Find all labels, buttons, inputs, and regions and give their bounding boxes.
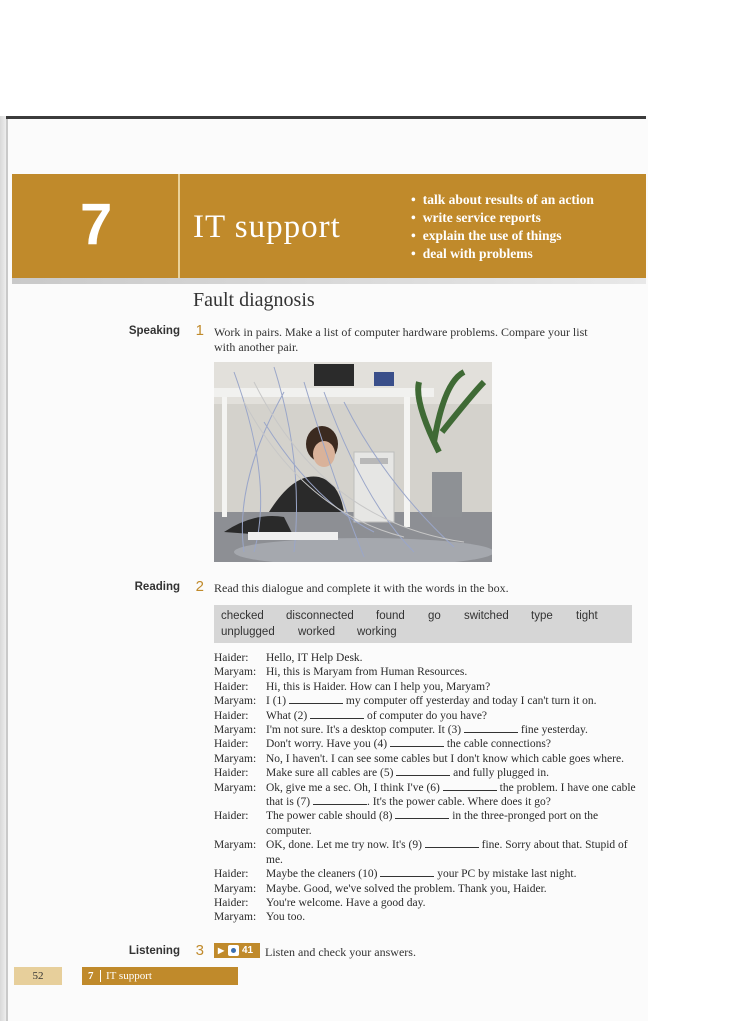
banner-shadow [12, 278, 646, 284]
photo-woman-under-desk [214, 362, 492, 562]
exercise-number-2: 2 [195, 578, 204, 595]
reading-label: Reading [134, 581, 180, 593]
dialogue-speaker: Maryam: [214, 666, 257, 679]
answer-blank[interactable] [289, 694, 343, 704]
word-box-item: working [357, 626, 397, 638]
dialogue-speaker: Maryam: [214, 781, 257, 794]
objective-item: • deal with problems [411, 245, 594, 263]
dialogue-speaker: Haider: [214, 738, 249, 751]
word-box-item: type [531, 610, 553, 622]
dialogue-segment: I (1) [266, 695, 289, 708]
dialogue-text [266, 809, 644, 838]
dialogue-speaker: Maryam: [214, 882, 257, 895]
answer-blank[interactable] [395, 809, 449, 819]
dialogue-segment: Ok, give me a sec. Oh, I think I've (6) [266, 781, 443, 794]
cd-icon [228, 945, 239, 956]
banner-divider [178, 174, 180, 278]
dialogue-segment: Hi, this is Haider. How can I help you, Maryam? [266, 680, 491, 693]
dialogue-segment: No, I haven't. I can see some cables but I don't know which cable goes where. [266, 752, 624, 765]
unit-number: 7 [80, 192, 113, 257]
footer-unit-number: 7 [88, 970, 94, 982]
dialogue-text [266, 709, 644, 723]
dialogue-speaker: Haider: [214, 868, 249, 881]
dialogue-speaker: Maryam: [214, 695, 257, 708]
dialogue-speaker: Maryam: [214, 724, 257, 737]
dialogue-line [214, 896, 644, 910]
exercise-2-instruction: Read this dialogue and complete it with the words in the box. [214, 581, 509, 595]
word-box-item: disconnected [286, 610, 354, 622]
dialogue-segment: What (2) [266, 709, 311, 722]
objective-item: • explain the use of things [411, 227, 594, 245]
objective-item: • talk about results of an action [411, 191, 594, 209]
dialogue-speaker: Haider: [214, 767, 249, 780]
dialogue-line [214, 694, 644, 708]
dialogue-text [266, 838, 644, 867]
dialogue-segment: The power cable should (8) [266, 810, 396, 823]
word-box-item: worked [298, 626, 336, 638]
dialogue-segment: the problem. I have one cable that is (7) [266, 781, 636, 809]
dialogue-text [266, 723, 644, 737]
dialogue-text [266, 910, 644, 924]
dialogue-line [214, 867, 644, 881]
dialogue-text [266, 694, 644, 708]
dialogue-line [214, 651, 644, 665]
answer-blank[interactable] [310, 709, 364, 719]
dialogue-segment: I'm not sure. It's a desktop computer. It (3) [266, 724, 465, 737]
dialogue-segment: fine. Sorry about that. Stupid of me. [266, 839, 628, 866]
unit-objectives [411, 191, 594, 263]
answer-blank[interactable] [464, 723, 518, 733]
answer-blank[interactable] [443, 781, 497, 791]
dialogue-segment: in the three-pronged port on the computer. [266, 810, 599, 837]
dialogue-speaker: Haider: [214, 896, 249, 909]
objective-item: • write service reports [411, 209, 594, 227]
exercise-number-3: 3 [195, 942, 204, 959]
dialogue-segment: OK, done. Let me try now. It's (9) [266, 839, 425, 852]
dialogue-text [266, 665, 644, 679]
exercise-1-instruction [214, 325, 588, 355]
unit-title: IT support [193, 209, 341, 245]
dialogue-line [214, 680, 644, 694]
dialogue-line [214, 882, 644, 896]
audio-track-number: 41 [242, 945, 254, 956]
footer-unit-title: IT support [106, 970, 152, 982]
dialogue-text [266, 766, 644, 780]
exercise-number-1: 1 [195, 322, 204, 339]
dialogue-speaker: Haider: [214, 680, 249, 693]
answer-blank[interactable] [313, 795, 367, 805]
word-box-item: unplugged [221, 626, 275, 638]
instruction-line: with another pair. [214, 340, 299, 354]
dialogue-segment: Maybe the cleaners (10) [266, 868, 381, 881]
answer-blank[interactable] [380, 867, 434, 877]
dialogue-line [214, 665, 644, 679]
dialogue-text [266, 781, 644, 810]
dialogue-line [214, 737, 644, 751]
dialogue-segment: Don't worry. Have you (4) [266, 738, 390, 751]
word-box-item: go [428, 610, 441, 622]
dialogue [214, 651, 644, 925]
dialogue-speaker: Haider: [214, 652, 249, 664]
dialogue-segment: fine yesterday. [518, 724, 588, 737]
dialogue-line [214, 809, 644, 838]
answer-blank[interactable] [425, 838, 479, 848]
word-box-item: found [376, 610, 405, 622]
audio-track-badge[interactable] [214, 943, 260, 958]
dialogue-segment: You're welcome. Have a good day. [266, 896, 426, 909]
dialogue-text [266, 882, 644, 896]
dialogue-segment: . It's the power cable. Where does it go? [366, 796, 551, 809]
dialogue-segment: Hello, IT Help Desk. [266, 652, 363, 664]
dialogue-segment: your PC by mistake last night. [434, 868, 577, 881]
dialogue-segment: of computer do you have? [364, 709, 488, 722]
dialogue-speaker: Haider: [214, 810, 249, 823]
word-box-item: tight [576, 610, 598, 622]
listening-label: Listening [128, 945, 180, 957]
dialogue-text [266, 651, 644, 665]
page-number: 52 [14, 967, 62, 985]
play-icon: ▶ [218, 946, 225, 955]
exercise-3-instruction: Listen and check your answers. [265, 945, 416, 959]
footer-unit-tab [82, 967, 238, 985]
dialogue-line [214, 910, 644, 924]
answer-blank[interactable] [396, 766, 450, 776]
dialogue-line [214, 723, 644, 737]
dialogue-text [266, 867, 644, 881]
dialogue-text [266, 896, 644, 910]
dialogue-text [266, 752, 644, 766]
answer-blank[interactable] [390, 737, 444, 747]
dialogue-speaker: Maryam: [214, 752, 257, 765]
dialogue-segment: Maybe. Good, we've solved the problem. Thank you, Haider. [266, 882, 547, 895]
word-box [214, 605, 632, 643]
dialogue-line [214, 752, 644, 766]
dialogue-speaker: Maryam: [214, 839, 257, 852]
dialogue-text [266, 680, 644, 694]
dialogue-line [214, 781, 644, 810]
word-box-item: switched [464, 610, 509, 622]
section-title: Fault diagnosis [193, 289, 315, 311]
dialogue-segment: Hi, this is Maryam from Human Resources. [266, 666, 468, 679]
dialogue-speaker: Maryam: [214, 911, 257, 924]
dialogue-text [266, 737, 644, 751]
dialogue-segment: my computer off yesterday and today I can't turn it on. [343, 695, 597, 708]
dialogue-line [214, 766, 644, 780]
dialogue-segment: Make sure all cables are (5) [266, 767, 397, 780]
page-top-edge [6, 116, 646, 119]
dialogue-segment: the cable connections? [443, 738, 551, 751]
dialogue-speaker: Haider: [214, 709, 249, 722]
dialogue-segment: You too. [266, 911, 306, 924]
footer-divider [100, 970, 101, 982]
speaking-label: Speaking [128, 325, 180, 337]
dialogue-line [214, 709, 644, 723]
instruction-line: Work in pairs. Make a list of computer hardware problems. Compare your list [214, 325, 588, 339]
photo-illustration [214, 362, 492, 562]
dialogue-segment: and fully plugged in. [450, 767, 549, 780]
word-box-item: checked [221, 610, 264, 622]
dialogue-line [214, 838, 644, 867]
